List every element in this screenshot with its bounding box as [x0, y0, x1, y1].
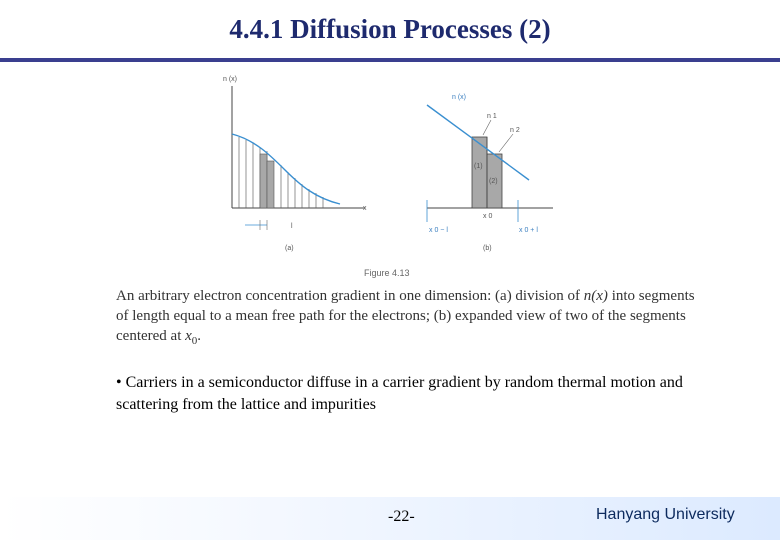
panel-a-segments	[239, 137, 323, 208]
panel-b-x0-label: x 0	[483, 213, 493, 220]
caption-end: .	[197, 328, 202, 344]
slide-title: 4.4.1 Diffusion Processes (2)	[229, 14, 551, 44]
panel-a-shaded-segment-2	[267, 161, 274, 208]
diffusion-figure	[215, 70, 575, 265]
caption-nx: n(x)	[583, 288, 608, 304]
panel-b-curve-label: n (x)	[452, 94, 466, 101]
bullet-text: • Carriers in a semiconductor diffuse in a carrier gradient by random thermal motion and scattering from the lattice and impurities	[116, 374, 683, 413]
caption-part-2: into segments of length equal to a mean free path for the electrons; (b) expanded view of two of the segments centered at	[116, 288, 695, 344]
caption-part-1: An arbitrary electron concentration gradient in one dimension: (a) division of	[116, 288, 584, 304]
panel-a-mfp-label: l	[291, 223, 293, 230]
caption-x: x	[185, 328, 192, 344]
page-number: -22-	[388, 508, 415, 525]
panel-b-n2-label: n 2	[510, 127, 520, 134]
panel-b-region1-label: (1)	[474, 163, 483, 170]
title-divider	[0, 58, 780, 62]
panel-b-n1-label: n 1	[487, 113, 497, 120]
caption-subscript: 0	[191, 335, 198, 347]
panel-b	[427, 94, 553, 252]
panel-a-shaded-segment-1	[260, 154, 267, 208]
panel-b-region2-label: (2)	[489, 178, 498, 185]
panel-a	[223, 76, 367, 252]
panel-b-x0-minus-label: x 0 − l	[429, 227, 448, 234]
panel-a-tag: (a)	[285, 245, 294, 252]
panel-a-curve	[232, 134, 340, 204]
figure-caption	[116, 286, 696, 351]
panel-b-tag: (b)	[483, 245, 492, 252]
figure-number: Figure 4.13	[364, 268, 410, 278]
panel-a-x-label: x	[363, 205, 367, 212]
panel-a-y-label: n (x)	[223, 76, 237, 83]
panel-b-x0-plus-label: x 0 + l	[519, 227, 538, 234]
university-name: Hanyang University	[596, 506, 735, 523]
